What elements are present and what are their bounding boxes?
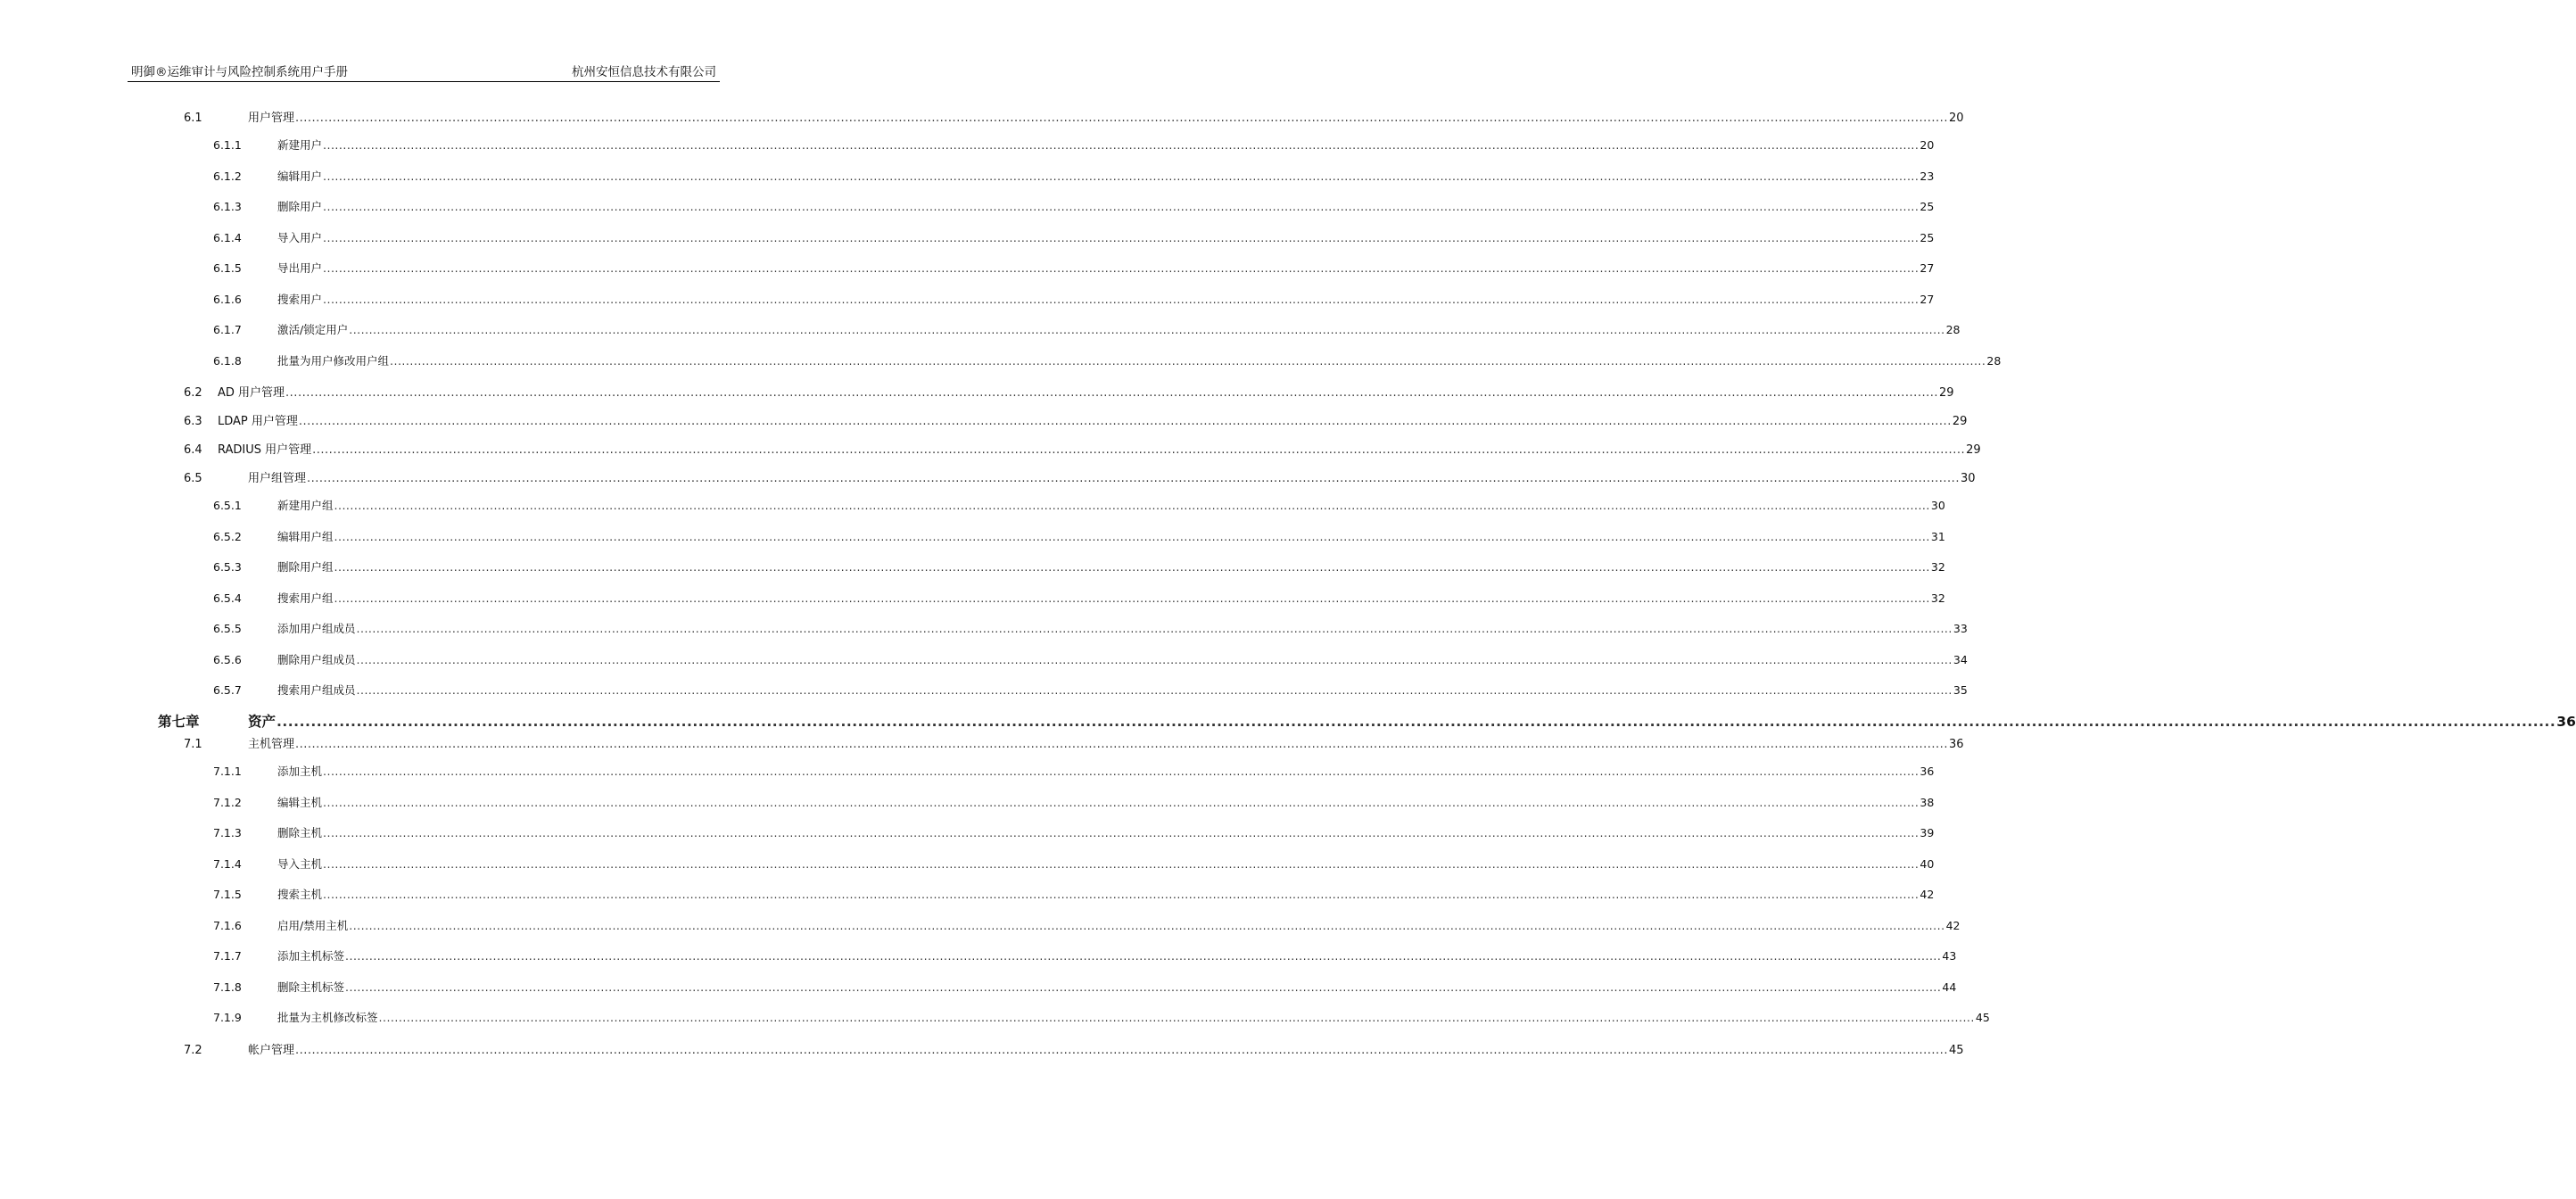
- toc-entry[interactable]: [213, 651, 1968, 667]
- toc-entry[interactable]: [213, 198, 1935, 214]
- document-title: 明御®运维审计与风险控制系统用户手册: [131, 65, 348, 79]
- toc-title: 编辑用户组: [277, 530, 334, 543]
- toc-entry[interactable]: [184, 734, 1964, 751]
- toc-title: LDAP 用户管理: [218, 415, 298, 428]
- toc-number: 6.1.7: [213, 323, 242, 336]
- toc-leader-dots: ................................................................................................................................................................................................................................................................................................................................................................................................................: [307, 472, 1960, 485]
- toc-entry[interactable]: [184, 411, 1968, 428]
- toc-title: AD 用户管理: [218, 386, 285, 400]
- toc-title: 删除用户: [277, 200, 323, 213]
- toc-leader-dots: ................................................................................................................................................................................................................................................................................................................................................................................................................: [323, 170, 1920, 183]
- toc-title: 用户组管理: [248, 472, 307, 485]
- toc-number: 7.1.9: [213, 1011, 242, 1024]
- toc-leader-dots: ................................................................................................................................................................................................................................................................................................................................................................................................................: [356, 683, 1953, 697]
- toc-page-number: 44: [1942, 980, 1957, 994]
- toc-title: 搜索主机: [277, 888, 323, 901]
- toc-number: 7.1.6: [213, 919, 242, 932]
- toc-number: 7.1.4: [213, 857, 242, 871]
- toc-title: 添加用户组成员: [277, 622, 356, 635]
- toc-title: 新建用户组: [277, 499, 334, 512]
- toc-entry[interactable]: [184, 108, 1964, 125]
- toc-number: 6.3: [184, 415, 202, 428]
- toc-title: 帐户管理: [248, 1044, 295, 1057]
- toc-title: 主机管理: [248, 738, 295, 751]
- toc-leader-dots: ................................................................................................................................................................................................................................................................................................................................................................................................................: [323, 857, 1920, 871]
- toc-entry[interactable]: [213, 291, 1935, 307]
- toc-leader-dots: ................................................................................................................................................................................................................................................................................................................................................................................................................: [323, 138, 1920, 152]
- toc-number: 7.2: [184, 1044, 202, 1057]
- toc-leader-dots: ................................................................................................................................................................................................................................................................................................................................................................................................................: [295, 1044, 1948, 1057]
- toc-title: 删除主机: [277, 826, 323, 839]
- toc-number: 6.5.5: [213, 622, 242, 635]
- toc-number: 6.1: [184, 112, 202, 125]
- company-name: 杭州安恒信息技术有限公司: [572, 65, 716, 79]
- toc-number: 6.1.5: [213, 261, 242, 275]
- toc-title: 搜索用户组成员: [277, 683, 356, 697]
- toc-page-number: 28: [1945, 323, 1961, 336]
- toc-page-number: 29: [1938, 386, 1954, 400]
- toc-page-number: 29: [1952, 415, 1968, 428]
- toc-number: 6.5.7: [213, 683, 242, 697]
- toc-page-number: 36: [2556, 714, 2576, 730]
- toc-title: 新建用户: [277, 138, 323, 152]
- toc-number: 6.5.1: [213, 499, 242, 512]
- toc-leader-dots: ................................................................................................................................................................................................................................................................................................................................................................................................................: [349, 323, 1945, 336]
- toc-page-number: 36: [1920, 765, 1935, 778]
- toc-leader-dots: ................................................................................................................................................................................................................................................................................................................................................................................................................: [312, 443, 1966, 457]
- toc-entry[interactable]: [213, 352, 2002, 368]
- toc-title: 删除用户组成员: [277, 653, 356, 666]
- toc-leader-dots: ................................................................................................................................................................................................................................................................................................................................................................................................................: [323, 293, 1920, 306]
- toc-entry[interactable]: [213, 856, 1935, 872]
- toc-leader-dots: ................................................................................................................................................................................................................................................................................................................................................................................................................: [356, 622, 1953, 635]
- toc-number: 7.1.3: [213, 826, 242, 839]
- toc-title: 资产: [248, 714, 277, 730]
- toc-title: 编辑用户: [277, 170, 323, 183]
- toc-entry[interactable]: [184, 440, 1981, 457]
- toc-entry[interactable]: [213, 947, 1957, 963]
- toc-number: 6.1.2: [213, 170, 242, 183]
- toc-page-number: 43: [1942, 949, 1957, 963]
- toc-number: 6.1.1: [213, 138, 242, 152]
- toc-leader-dots: ................................................................................................................................................................................................................................................................................................................................................................................................................: [334, 560, 1930, 574]
- toc-page-number: 42: [1945, 919, 1961, 932]
- toc-leader-dots: ................................................................................................................................................................................................................................................................................................................................................................................................................: [295, 738, 1948, 751]
- toc-title: 用户管理: [248, 112, 295, 125]
- toc-page-number: 30: [1960, 472, 1976, 485]
- toc-page-number: 28: [1986, 354, 2002, 368]
- toc-title: 批量为用户修改用户组: [277, 354, 390, 368]
- toc-title: 导出用户: [277, 261, 323, 275]
- toc-entry[interactable]: [213, 979, 1957, 995]
- toc-leader-dots: ................................................................................................................................................................................................................................................................................................................................................................................................................: [285, 386, 1938, 400]
- toc-number: 6.4: [184, 443, 202, 457]
- toc-title: 添加主机标签: [277, 949, 345, 963]
- toc-page-number: 36: [1948, 738, 1964, 751]
- toc-entry[interactable]: [213, 682, 1968, 698]
- toc-page-number: 27: [1920, 261, 1935, 275]
- toc-leader-dots: ................................................................................................................................................................................................................................................................................................................................................................................................................: [334, 591, 1930, 605]
- toc-leader-dots: ................................................................................................................................................................................................................................................................................................................................................................................................................: [323, 826, 1920, 839]
- toc-title: 批量为主机修改标签: [277, 1011, 378, 1024]
- toc-entry[interactable]: [213, 590, 1945, 606]
- toc-leader-dots: ................................................................................................................................................................................................................................................................................................................................................................................................................: [334, 499, 1930, 512]
- toc-page-number: 23: [1920, 170, 1935, 183]
- toc-number: 7.1: [184, 738, 202, 751]
- toc-entry[interactable]: [213, 558, 1945, 575]
- toc-entry[interactable]: [213, 620, 1968, 636]
- toc-leader-dots: ................................................................................................................................................................................................................................................................................................................................................................................................................: [323, 261, 1920, 275]
- toc-number: 6.5: [184, 472, 202, 485]
- toc-entry[interactable]: [213, 1009, 1990, 1025]
- toc-entry[interactable]: [158, 711, 2576, 731]
- toc-entry[interactable]: [213, 824, 1935, 840]
- toc-entry[interactable]: [213, 229, 1935, 245]
- toc-entry[interactable]: [213, 763, 1935, 779]
- toc-page-number: 45: [1975, 1011, 1990, 1024]
- toc-page-number: 20: [1920, 138, 1935, 152]
- toc-title: 删除用户组: [277, 560, 334, 574]
- toc-page-number: 20: [1948, 112, 1964, 125]
- toc-page-number: 32: [1930, 560, 1945, 574]
- toc-page-number: 25: [1920, 231, 1935, 244]
- toc-number: 第七章: [158, 714, 200, 730]
- toc-title: 搜索用户: [277, 293, 323, 306]
- toc-leader-dots: ................................................................................................................................................................................................................................................................................................................................................................................................................: [323, 888, 1920, 901]
- toc-title: RADIUS 用户管理: [218, 443, 312, 457]
- toc-entry[interactable]: [213, 886, 1935, 902]
- toc-page-number: 42: [1920, 888, 1935, 901]
- toc-number: 6.5.3: [213, 560, 242, 574]
- toc-entry[interactable]: [184, 383, 1954, 400]
- toc-number: 7.1.5: [213, 888, 242, 901]
- toc-entry[interactable]: [213, 260, 1935, 276]
- toc-number: 6.1.6: [213, 293, 242, 306]
- toc-title: 导入用户: [277, 231, 323, 244]
- toc-number: 6.5.4: [213, 591, 242, 605]
- toc-leader-dots: ................................................................................................................................................................................................................................................................................................................................................................................................................: [390, 354, 1986, 368]
- toc-page-number: 25: [1920, 200, 1935, 213]
- toc-page-number: 30: [1930, 499, 1945, 512]
- toc-page-number: 34: [1953, 653, 1968, 666]
- page-header: [128, 61, 720, 82]
- toc-entry[interactable]: [213, 168, 1935, 184]
- toc-number: 7.1.2: [213, 796, 242, 809]
- toc-title: 添加主机: [277, 765, 323, 778]
- toc-entry[interactable]: [213, 528, 1945, 544]
- toc-leader-dots: ................................................................................................................................................................................................................................................................................................................................................................................................................: [334, 530, 1930, 543]
- toc-page-number: 31: [1930, 530, 1945, 543]
- toc-title: 导入主机: [277, 857, 323, 871]
- toc-leader-dots: ................................................................................................................................................................................................................................................................................................................................................................................................................: [356, 653, 1953, 666]
- toc-page-number: 39: [1920, 826, 1935, 839]
- toc-leader-dots: ................................................................................................................................................................................................................................................................................................................................................................................................................: [295, 112, 1948, 125]
- toc-number: 6.1.3: [213, 200, 242, 213]
- toc-number: 6.5.6: [213, 653, 242, 666]
- toc-page-number: 27: [1920, 293, 1935, 306]
- toc-entry[interactable]: [213, 497, 1945, 513]
- toc-page-number: 35: [1953, 683, 1968, 697]
- toc-number: 6.1.8: [213, 354, 242, 368]
- toc-entry[interactable]: [213, 917, 1961, 933]
- toc-leader-dots: ................................................................................................................................................................................................................................................................................................................................................................................................................: [378, 1011, 1975, 1024]
- toc-leader-dots: ................................................................................................................................................................................................................................................................................................................................................................................................................: [298, 415, 1952, 428]
- toc-page-number: 40: [1920, 857, 1935, 871]
- toc-title: 启用/禁用主机: [277, 919, 349, 932]
- toc-title: 搜索用户组: [277, 591, 334, 605]
- toc-page-number: 32: [1930, 591, 1945, 605]
- toc-title: 编辑主机: [277, 796, 323, 809]
- toc-number: 7.1.7: [213, 949, 242, 963]
- toc-entry[interactable]: [184, 1040, 1964, 1057]
- toc-title: 激活/锁定用户: [277, 323, 349, 336]
- toc-number: 6.5.2: [213, 530, 242, 543]
- toc-number: 6.1.4: [213, 231, 242, 244]
- toc-number: 7.1.1: [213, 765, 242, 778]
- toc-leader-dots: ................................................................................................................................................................................................................................................................................................................................................................................................................: [323, 231, 1920, 244]
- toc-number: 6.2: [184, 386, 202, 400]
- toc-page-number: 33: [1953, 622, 1968, 635]
- toc-leader-dots: ................................................................................................................................................................................................................................................................................................................................................................................................................: [345, 980, 1942, 994]
- toc-leader-dots: ................................................................................................................................................................................................................................................................................................................................................................................................................: [349, 919, 1945, 932]
- toc-entry[interactable]: [184, 468, 1976, 485]
- toc-entry[interactable]: [213, 794, 1935, 810]
- toc-leader-dots: ................................................................................................................................................................................................................................................................................................................................................................................................................: [323, 200, 1920, 213]
- toc-leader-dots: ................................................................................................................................................................................................................................................................................................................................................................................................................: [277, 714, 2556, 730]
- toc-leader-dots: ................................................................................................................................................................................................................................................................................................................................................................................................................: [323, 765, 1920, 778]
- toc-page-number: 29: [1966, 443, 1981, 457]
- toc-leader-dots: ................................................................................................................................................................................................................................................................................................................................................................................................................: [323, 796, 1920, 809]
- toc-title: 删除主机标签: [277, 980, 345, 994]
- toc-leader-dots: ................................................................................................................................................................................................................................................................................................................................................................................................................: [345, 949, 1942, 963]
- toc-page-number: 45: [1948, 1044, 1964, 1057]
- toc-number: 7.1.8: [213, 980, 242, 994]
- toc-entry[interactable]: [213, 321, 1961, 337]
- toc-entry[interactable]: [213, 136, 1935, 153]
- toc-page-number: 38: [1920, 796, 1935, 809]
